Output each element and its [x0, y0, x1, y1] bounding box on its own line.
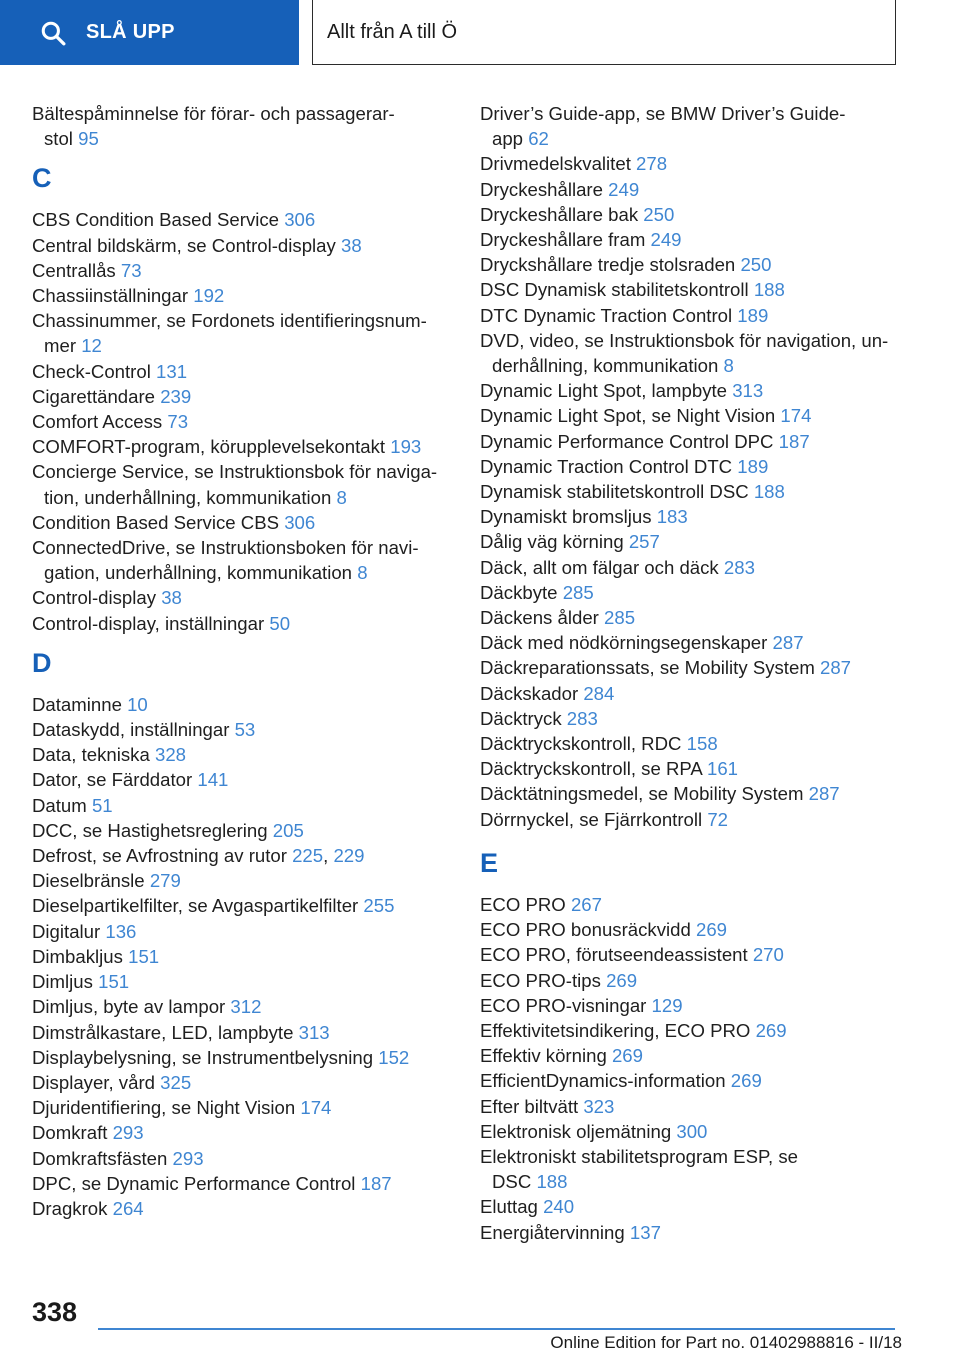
index-entry	[480, 1194, 920, 1219]
index-entry	[480, 968, 920, 993]
index-entry-text: Däcktryckskontroll, RDC	[480, 733, 682, 755]
index-entry	[480, 807, 920, 832]
index-entry-text: derhållning, kommunikation	[492, 355, 719, 377]
page-reference-link[interactable]: 50	[269, 612, 291, 634]
page-reference-link[interactable]: 174	[300, 1097, 332, 1119]
page-reference-link[interactable]: 278	[636, 153, 668, 175]
search-button-label: SLÅ UPP	[86, 21, 175, 43]
index-entry-text: Däcktryckskontroll, se RPA	[480, 758, 702, 780]
page-reference-link[interactable]: 73	[120, 259, 142, 281]
page-reference-link[interactable]: 306	[284, 209, 316, 231]
index-entry-text: Control-display, inställningar	[32, 612, 265, 634]
index-entry-text: app	[492, 128, 524, 150]
page-reference-link[interactable]: 151	[98, 971, 130, 993]
index-entry-text: ECO PRO bonusräckvidd	[480, 919, 691, 941]
index-entry-text: Dryckeshållare	[480, 178, 603, 200]
index-entry	[32, 611, 452, 636]
index-entry-text: Driver’s Guide-app, se BMW Driver’s Guide-	[480, 103, 846, 124]
breadcrumb-label: Allt från A till Ö	[327, 20, 458, 43]
index-entry	[32, 969, 452, 994]
breadcrumb[interactable]	[312, 0, 896, 65]
index-entry	[480, 151, 920, 176]
index-entry	[480, 731, 920, 756]
page-reference-link[interactable]: 240	[543, 1196, 575, 1218]
page-reference-link[interactable]: 187	[360, 1172, 392, 1194]
index-entry-text: Dimljus	[32, 971, 93, 993]
page-reference-link[interactable]: 239	[160, 385, 192, 407]
index-entry	[32, 434, 452, 459]
page-reference-link[interactable]: 269	[730, 1070, 762, 1092]
index-entry	[480, 529, 920, 554]
index-entry-text: Defrost, se Avfrostning av rutor	[32, 845, 287, 867]
index-entry-text: Däcktätningsmedel, se Mobility System	[480, 783, 804, 805]
index-entry	[32, 994, 452, 1019]
page-reference-link[interactable]: 38	[161, 587, 182, 609]
index-entry	[32, 1120, 452, 1145]
index-entry-text: ECO PRO-tips	[480, 969, 601, 991]
page-reference-link[interactable]: 284	[583, 682, 615, 704]
index-entry-text: tion, underhållning, kommunikation	[44, 486, 332, 508]
index-entry-text: DSC	[492, 1171, 532, 1193]
page-reference-link[interactable]: 141	[197, 769, 229, 791]
index-entry-text: Däck, allt om fälgar och däck	[480, 556, 719, 578]
index-entry-text: Däckbyte	[480, 581, 558, 603]
index-entry	[480, 756, 920, 781]
page-reference-link[interactable]: 249	[650, 229, 682, 251]
index-entry-text: ECO PRO, förutseendeassistent	[480, 944, 748, 966]
index-entry-text: DCC, se Hastighetsreglering	[32, 819, 268, 841]
page-reference-link[interactable]: 264	[112, 1197, 144, 1219]
index-entry-text: Däckens ålder	[480, 607, 599, 629]
search-button[interactable]	[0, 0, 299, 65]
page-reference-link[interactable]: 269	[611, 1045, 643, 1067]
page-reference-link[interactable]: 53	[234, 719, 256, 741]
page-reference-link[interactable]: 313	[298, 1021, 330, 1043]
index-entry	[32, 459, 452, 509]
page-reference-link[interactable]: 283	[566, 707, 598, 729]
index-entry-text: DTC Dynamic Traction Control	[480, 304, 733, 326]
index-entry-text: Dataminne	[32, 693, 122, 715]
index-entry-text: Dynamisk stabilitetskontroll DSC	[480, 481, 749, 503]
index-entry-text: mer	[44, 335, 77, 357]
index-entry	[32, 1171, 452, 1196]
page-reference-link[interactable]: 38	[340, 234, 362, 256]
page-reference-link[interactable]: 136	[105, 920, 137, 942]
index-entry	[32, 384, 452, 409]
index-entry-text: ECO PRO-visningar	[480, 994, 647, 1016]
index-entry	[480, 177, 920, 202]
index-entry	[32, 692, 452, 717]
index-entry	[480, 580, 920, 605]
index-entry	[480, 1068, 920, 1093]
index-entry-text: Dryckeshållare fram	[480, 229, 646, 251]
index-entry	[480, 917, 920, 942]
page-reference-link[interactable]: 312	[230, 996, 262, 1018]
page-reference-link[interactable]: 250	[643, 203, 675, 225]
index-entry	[480, 1119, 920, 1144]
page-reference-link[interactable]: 187	[778, 430, 810, 452]
top-bar	[0, 0, 960, 66]
index-entry	[32, 919, 452, 944]
page-reference-link[interactable]: 269	[696, 919, 728, 941]
page-reference-link[interactable]: 287	[808, 783, 840, 805]
page-reference-link[interactable]: 161	[706, 758, 739, 780]
page-reference-link[interactable]: 285	[562, 581, 594, 603]
index-entry-text: ConnectedDrive, se Instruktionsboken för navi-	[32, 537, 419, 559]
page-reference-link[interactable]: 293	[112, 1122, 144, 1144]
index-entry-text: Dieselbränsle	[32, 870, 145, 892]
page-reference-link[interactable]: 287	[819, 657, 852, 679]
index-entry-text: Centrallås	[32, 259, 116, 281]
index-entry-text: Dimstrålkastare, LED, lampbyte	[32, 1021, 294, 1043]
index-entry-text: Elektronisk oljemätning	[480, 1120, 672, 1142]
index-entry-text: Control-display	[32, 587, 157, 609]
index-entry	[32, 1146, 452, 1171]
page-reference-link[interactable]: 267	[570, 893, 602, 915]
index-entry	[480, 1018, 920, 1043]
index-entry	[480, 227, 920, 252]
page-reference-link[interactable]: 269	[606, 969, 638, 991]
page-reference-link[interactable]: 293	[172, 1147, 204, 1169]
page-reference-link[interactable]: 229	[333, 845, 365, 867]
index-entry-text: Djuridentifiering, se Night Vision	[32, 1097, 296, 1119]
index-letter-heading: D	[32, 647, 52, 678]
index-entry-text: Dieselpartikelfilter, se Avgaspartikelfilter	[32, 895, 359, 917]
index-entry-text: Domkraft	[32, 1122, 108, 1144]
index-entry-text: DVD, video, se Instruktionsbok för navigation, un-	[480, 329, 889, 351]
index-entry	[480, 504, 920, 529]
index-entry	[480, 1094, 920, 1119]
page-reference-link[interactable]: 188	[753, 279, 785, 301]
page-number: 338	[32, 1297, 78, 1327]
page-reference-link[interactable]: 137	[629, 1221, 661, 1243]
index-entry-text: Data, tekniska	[32, 744, 150, 766]
index-entry-text: Effektiv körning	[480, 1045, 607, 1067]
index-entry	[32, 207, 452, 232]
index-entry	[32, 510, 452, 535]
index-entry	[32, 1070, 452, 1095]
page-reference-link[interactable]: 325	[160, 1071, 192, 1093]
index-entry-text: Dynamic Light Spot, lampbyte	[480, 380, 728, 402]
index-entry-text: Digitalur	[32, 920, 101, 942]
index-entry-text: Dynamic Light Spot, se Night Vision	[480, 405, 776, 427]
page-reference-link[interactable]: 151	[128, 945, 160, 967]
index-entry	[480, 706, 920, 731]
index-entry	[32, 258, 452, 283]
index-entry-text: Däckskador	[480, 682, 579, 704]
page-reference-link[interactable]: 313	[732, 380, 764, 402]
index-entry	[32, 767, 452, 792]
index-entry-text: Elektroniskt stabilitetsprogram ESP, se	[480, 1145, 798, 1167]
index-entry-text: Dataskydd, inställningar	[32, 719, 230, 741]
index-entry-text: Dynamic Performance Control DPC	[480, 430, 774, 452]
index-entry	[480, 403, 920, 428]
index-entry	[32, 101, 452, 151]
index-entry-text: Dimljus, byte av lampor	[32, 996, 226, 1018]
page-reference-link[interactable]: 188	[536, 1171, 568, 1193]
index-entry	[32, 535, 452, 585]
index-entry	[480, 555, 920, 580]
page-reference-link[interactable]: 255	[363, 895, 395, 917]
index-entry-text: DPC, se Dynamic Performance Control	[32, 1172, 356, 1194]
page-reference-link[interactable]: 306	[284, 511, 316, 533]
index-entry-text: Dragkrok	[32, 1197, 108, 1219]
index-entry	[480, 655, 920, 680]
index-column-right	[480, 101, 920, 1245]
index-entry-text: Dryckshållare tredje stolsraden	[480, 254, 736, 276]
index-entry	[480, 378, 920, 403]
index-entry	[480, 1043, 920, 1068]
page-reference-link[interactable]: 152	[378, 1046, 410, 1068]
index-entry-text: COMFORT-program, körupplevelsekontakt	[32, 436, 386, 458]
index-entry	[32, 233, 452, 258]
index-entry	[32, 1045, 452, 1070]
index-entry-text: Dimbakljus	[32, 945, 123, 967]
index-entry-text: Dryckeshållare bak	[480, 203, 639, 225]
index-entry	[480, 454, 920, 479]
index-entry	[32, 793, 452, 818]
page-reference-link[interactable]: 269	[755, 1019, 787, 1041]
index-entry-text: Drivmedelskvalitet	[480, 153, 631, 175]
index-entry-text: Displaybelysning, se Instrumentbelysning	[32, 1046, 374, 1068]
page-reference-link[interactable]: 205	[272, 819, 304, 841]
index-entry	[480, 1144, 920, 1194]
page-reference-link[interactable]: 250	[740, 254, 772, 276]
index-entry-text: Central bildskärm, se Control-display	[32, 234, 336, 256]
page-reference-link[interactable]: 131	[156, 360, 188, 382]
page-reference-link[interactable]: 72	[707, 808, 729, 830]
index-entry-text: EfficientDynamics-information	[480, 1070, 726, 1092]
page-reference-link[interactable]: 249	[608, 178, 640, 200]
index-entry	[480, 101, 920, 151]
page-reference-link[interactable]: 129	[651, 994, 683, 1016]
index-entry	[480, 252, 920, 277]
page-reference-link[interactable]: 192	[193, 285, 225, 307]
index-entry-text: gation, underhållning, kommunikation	[44, 562, 353, 584]
page-reference-link[interactable]: 8	[357, 562, 368, 584]
page-reference-link[interactable]: 328	[155, 744, 187, 766]
index-entry-text: Effektivitetsindikering, ECO PRO	[480, 1019, 751, 1041]
index-entry-text: Check-Control	[32, 360, 151, 382]
index-entry-text: Chassiinställningar	[32, 285, 189, 307]
page-reference-link[interactable]: 283	[723, 556, 755, 578]
index-entry	[32, 717, 452, 742]
index-entry	[480, 202, 920, 227]
page-reference-link[interactable]: 189	[737, 455, 769, 477]
page-reference-link[interactable]: 51	[91, 794, 113, 816]
index-entry	[32, 818, 452, 843]
index-entry	[480, 1220, 920, 1245]
index-entry	[32, 1095, 452, 1120]
page-reference-link[interactable]: 62	[528, 128, 549, 150]
page-reference-link[interactable]: 158	[686, 733, 718, 755]
page-reference-link[interactable]: 188	[753, 481, 785, 503]
index-entry	[32, 1196, 452, 1221]
index-entry-text: Energiåtervinning	[480, 1221, 625, 1243]
index-entry	[480, 429, 920, 454]
page-reference-link[interactable]: 323	[583, 1095, 615, 1117]
index-entry-text: stol	[44, 128, 73, 150]
index-entry	[480, 942, 920, 967]
index-entry	[32, 893, 452, 918]
index-entry	[480, 681, 920, 706]
index-column-left	[32, 101, 452, 1221]
index-entry-text: Dålig väg körning	[480, 531, 624, 553]
index-entry-text: Cigarettändare	[32, 385, 156, 407]
index-entry-text: Dynamiskt bromsljus	[480, 506, 652, 528]
index-entry	[480, 303, 920, 328]
page-reference-link[interactable]: 12	[81, 335, 102, 357]
index-entry-text: Efter biltvätt	[480, 1095, 579, 1117]
page-reference-link[interactable]: 189	[737, 304, 769, 326]
index-entry	[32, 283, 452, 308]
index-entry-text: CBS Condition Based Service	[32, 209, 280, 231]
index-entry-text: Bältespåminnelse för förar- och passagerar-	[32, 103, 395, 124]
index-entry-text: Eluttag	[480, 1196, 538, 1218]
index-entry-text: ECO PRO	[480, 893, 566, 915]
index-entry	[32, 868, 452, 893]
index-entry	[480, 630, 920, 655]
page-reference-link[interactable]: 10	[127, 693, 148, 715]
index-entry-text: DSC Dynamisk stabilitetskontroll	[480, 279, 749, 301]
index-entry: Defrost, se Avfrostning av rutor 225, 229	[32, 845, 365, 867]
page-reference-link[interactable]: 95	[78, 128, 99, 150]
index-entry	[32, 1020, 452, 1045]
page-reference-link[interactable]: 300	[676, 1120, 708, 1142]
page-reference-link[interactable]: 8	[336, 486, 347, 508]
index-entry	[32, 409, 452, 434]
footer-divider	[98, 1328, 895, 1330]
index-entry	[480, 277, 920, 302]
page-reference-link[interactable]: 285	[604, 607, 636, 629]
index-entry	[480, 605, 920, 630]
index-entry-text: Däcktryck	[480, 707, 562, 729]
index-entry-text: Displayer, vård	[32, 1071, 155, 1093]
index-entry-text: Dörrnyckel, se Fjärrkontroll	[480, 808, 703, 830]
index-entry	[480, 993, 920, 1018]
page-reference-link[interactable]: 174	[780, 405, 812, 427]
index-entry-text: Dynamic Traction Control DTC	[480, 455, 733, 477]
index-letter-heading: C	[32, 163, 52, 194]
page-reference-link[interactable]: 257	[628, 531, 660, 553]
page-reference-link[interactable]: 8	[723, 355, 734, 377]
edition-footer: Online Edition for Part no. 01402988816 - II/18	[550, 1333, 902, 1352]
index-entry	[32, 585, 452, 610]
page-reference-link[interactable]: 73	[167, 411, 189, 433]
index-entry-text: Däckreparationssats, se Mobility System	[480, 657, 815, 679]
index-entry-text: Comfort Access	[32, 411, 163, 433]
page-reference-link[interactable]: 193	[390, 436, 422, 458]
index-entry-text: Condition Based Service CBS	[32, 511, 280, 533]
index-entry-text: Datum	[32, 794, 87, 816]
index-entry-text: Concierge Service, se Instruktionsbok för naviga-	[32, 461, 438, 483]
index-entry-text: Dator, se Färddator	[32, 769, 193, 791]
index-entry	[480, 479, 920, 504]
page-reference-link[interactable]: 270	[752, 944, 784, 966]
index-entry	[32, 944, 452, 969]
index-entry-text: Chassinummer, se Fordonets identifieringsnum-	[32, 310, 427, 332]
search-icon	[40, 20, 66, 46]
index-entry	[32, 308, 452, 358]
index-entry-text: Domkraftsfästen	[32, 1147, 168, 1169]
index-entry	[32, 359, 452, 384]
page-reference-link[interactable]: 287	[772, 632, 804, 654]
index-entry	[480, 892, 920, 917]
index-entry	[480, 328, 920, 378]
index-letter-heading: E	[480, 847, 499, 878]
index-entry-text: Däck med nödkörningsegenskaper	[480, 632, 768, 654]
page-reference-link[interactable]: 279	[149, 870, 181, 892]
index-entry	[480, 781, 920, 806]
page-reference-link[interactable]: 183	[656, 506, 688, 528]
index-entry	[32, 742, 452, 767]
page-reference-link[interactable]: 225	[292, 845, 324, 867]
